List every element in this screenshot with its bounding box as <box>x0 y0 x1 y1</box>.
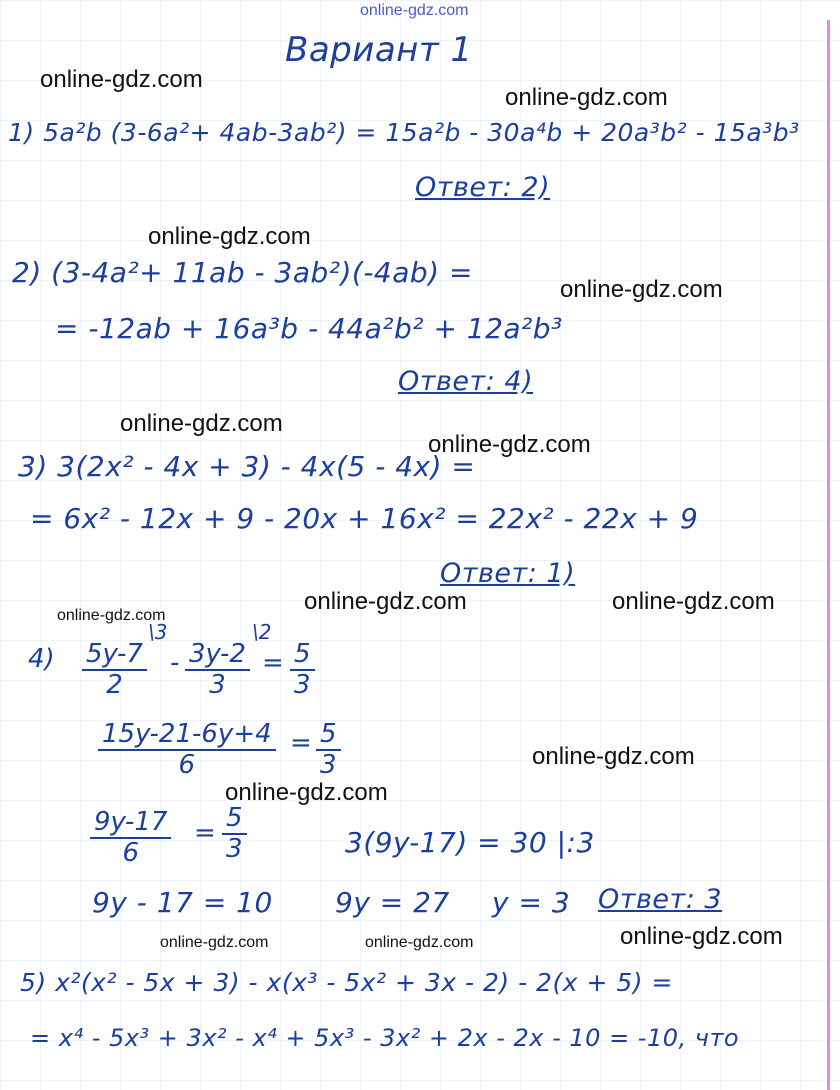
fraction-numerator: 3y-2 <box>185 640 250 671</box>
problem-4-step-a: 9y - 17 = 10 <box>92 886 273 919</box>
fraction <box>82 640 147 699</box>
fraction-numerator: 9y-17 <box>90 808 171 839</box>
watermark: online-gdz.com <box>532 743 695 770</box>
fraction <box>222 804 247 863</box>
variant-heading: Вариант 1 <box>285 30 473 70</box>
problem-3-answer: Ответ: 1) <box>440 558 576 589</box>
watermark: online-gdz.com <box>560 276 723 303</box>
problem-1-expression: 1) 5a²b (3-6a²+ 4ab-3ab²) = 15a²b - 30a⁴b + 20a³b² - 15a³b³ <box>8 118 800 147</box>
watermark: online-gdz.com <box>620 923 783 950</box>
fraction <box>185 640 250 699</box>
fraction <box>290 640 315 699</box>
fraction-numerator: 5y-7 <box>82 640 147 671</box>
multiplier-mark: \2 <box>252 620 272 644</box>
minus-sign: - <box>170 648 180 678</box>
equals-sign: = <box>262 648 284 678</box>
problem-4-label: 4) <box>28 644 55 674</box>
multiplier-mark: \3 <box>148 620 168 644</box>
fraction-denominator: 6 <box>178 749 196 780</box>
problem-1-answer: Ответ: 2) <box>415 172 551 203</box>
watermark: online-gdz.com <box>148 223 311 250</box>
problem-2-result: = -12ab + 16a³b - 44a²b² + 12a²b³ <box>55 312 563 345</box>
fraction <box>90 808 171 867</box>
fraction-denominator: 3 <box>209 669 226 700</box>
equals-sign: = <box>194 818 216 848</box>
problem-5-expression: 5) x²(x² - 5x + 3) - x(x³ - 5x² + 3x - 2) - 2(x + 5) = <box>20 968 673 997</box>
watermark: online-gdz.com <box>304 588 467 615</box>
problem-3-result: = 6x² - 12x + 9 - 20x + 16x² = 22x² - 22x + 9 <box>30 502 699 535</box>
watermark: online-gdz.com <box>160 934 269 951</box>
fraction <box>316 720 341 779</box>
equals-sign: = <box>290 728 312 758</box>
fraction-numerator: 15y-21-6y+4 <box>98 720 276 751</box>
problem-4-step-b: 9y = 27 <box>335 886 450 919</box>
fraction-numerator: 5 <box>290 640 315 671</box>
watermark: online-gdz.com <box>120 410 283 437</box>
problem-2-answer: Ответ: 4) <box>398 366 534 397</box>
problem-4-answer: Ответ: 3 <box>598 884 723 915</box>
fraction <box>98 720 276 779</box>
problem-4-side-step: 3(9y-17) = 30 |:3 <box>345 826 595 859</box>
problem-2-expression: 2) (3-4a²+ 11ab - 3ab²)(-4ab) = <box>12 256 473 289</box>
fraction-numerator: 5 <box>316 720 341 751</box>
watermark: online-gdz.com <box>40 66 203 93</box>
watermark: online-gdz.com <box>428 431 591 458</box>
margin-line <box>827 20 830 1090</box>
watermark: online-gdz.com <box>57 607 166 624</box>
watermark: online-gdz.com <box>612 588 775 615</box>
watermark-top: online-gdz.com <box>360 2 469 19</box>
fraction-denominator: 3 <box>320 749 337 780</box>
fraction-denominator: 2 <box>106 669 123 700</box>
problem-4-step-c: y = 3 <box>492 886 571 919</box>
fraction-denominator: 6 <box>122 837 139 868</box>
watermark: online-gdz.com <box>225 779 388 806</box>
fraction-numerator: 5 <box>222 804 247 835</box>
problem-3-expression: 3) 3(2x² - 4x + 3) - 4x(5 - 4x) = <box>18 450 476 483</box>
watermark: online-gdz.com <box>505 84 668 111</box>
watermark: online-gdz.com <box>365 934 474 951</box>
fraction-denominator: 3 <box>294 669 311 700</box>
fraction-denominator: 3 <box>226 833 243 864</box>
problem-5-result: = x⁴ - 5x³ + 3x² - x⁴ + 5x³ - 3x² + 2x - 2x - 10 = -10, что <box>30 1024 740 1052</box>
